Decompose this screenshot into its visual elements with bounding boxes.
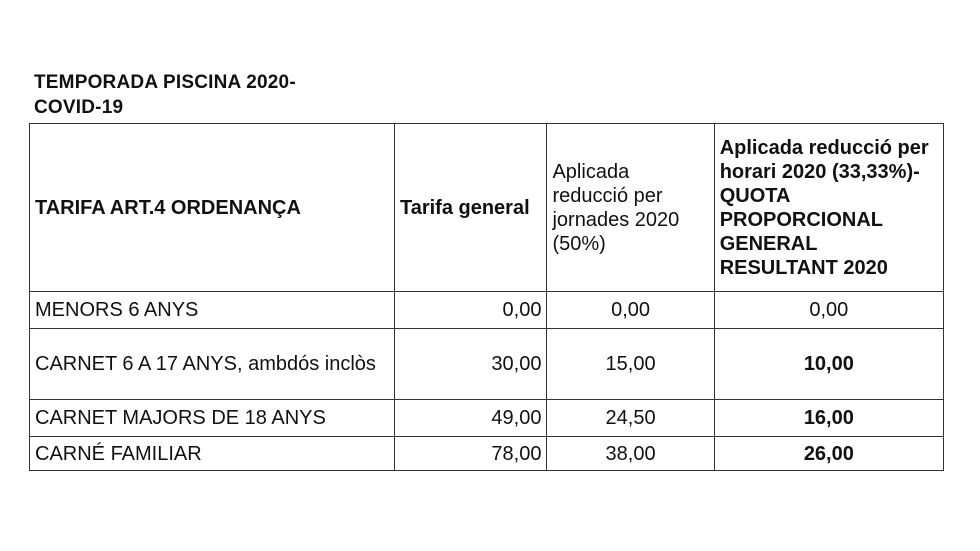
cell-jornades: 15,00	[547, 329, 714, 400]
row-label: CARNÉ FAMILIAR	[30, 437, 395, 471]
cell-jornades: 0,00	[547, 292, 714, 329]
row-label: CARNET MAJORS DE 18 ANYS	[30, 400, 395, 437]
table-row	[30, 292, 944, 329]
cell-general: 49,00	[394, 400, 547, 437]
tariff-table	[29, 123, 944, 471]
header-reduccio-horari: Aplicada reducció per horari 2020 (33,33%)-QUOTA PROPORCIONAL GENERAL RESULTANT 2020	[714, 124, 943, 292]
header-tarifa-general: Tarifa general	[394, 124, 547, 292]
table-row	[30, 400, 944, 437]
cell-general: 0,00	[394, 292, 547, 329]
table-row	[30, 437, 944, 471]
cell-general: 30,00	[394, 329, 547, 400]
row-label: MENORS 6 ANYS	[30, 292, 395, 329]
header-tarifa-ordenanca: TARIFA ART.4 ORDENANÇA	[30, 124, 395, 292]
cell-horari: 16,00	[714, 400, 943, 437]
cell-horari: 26,00	[714, 437, 943, 471]
title-line-1: TEMPORADA PISCINA 2020-	[34, 72, 296, 93]
cell-general: 78,00	[394, 437, 547, 471]
table-header-row	[30, 124, 944, 292]
header-reduccio-jornades: Aplicada reducció per jornades 2020 (50%)	[547, 124, 714, 292]
cell-jornades: 38,00	[547, 437, 714, 471]
cell-horari: 0,00	[714, 292, 943, 329]
row-label: CARNET 6 A 17 ANYS, ambdós inclòs	[30, 329, 395, 400]
cell-horari: 10,00	[714, 329, 943, 400]
table-row	[30, 329, 944, 400]
document-title	[34, 70, 374, 120]
cell-jornades: 24,50	[547, 400, 714, 437]
title-line-2: COVID-19	[34, 97, 124, 118]
